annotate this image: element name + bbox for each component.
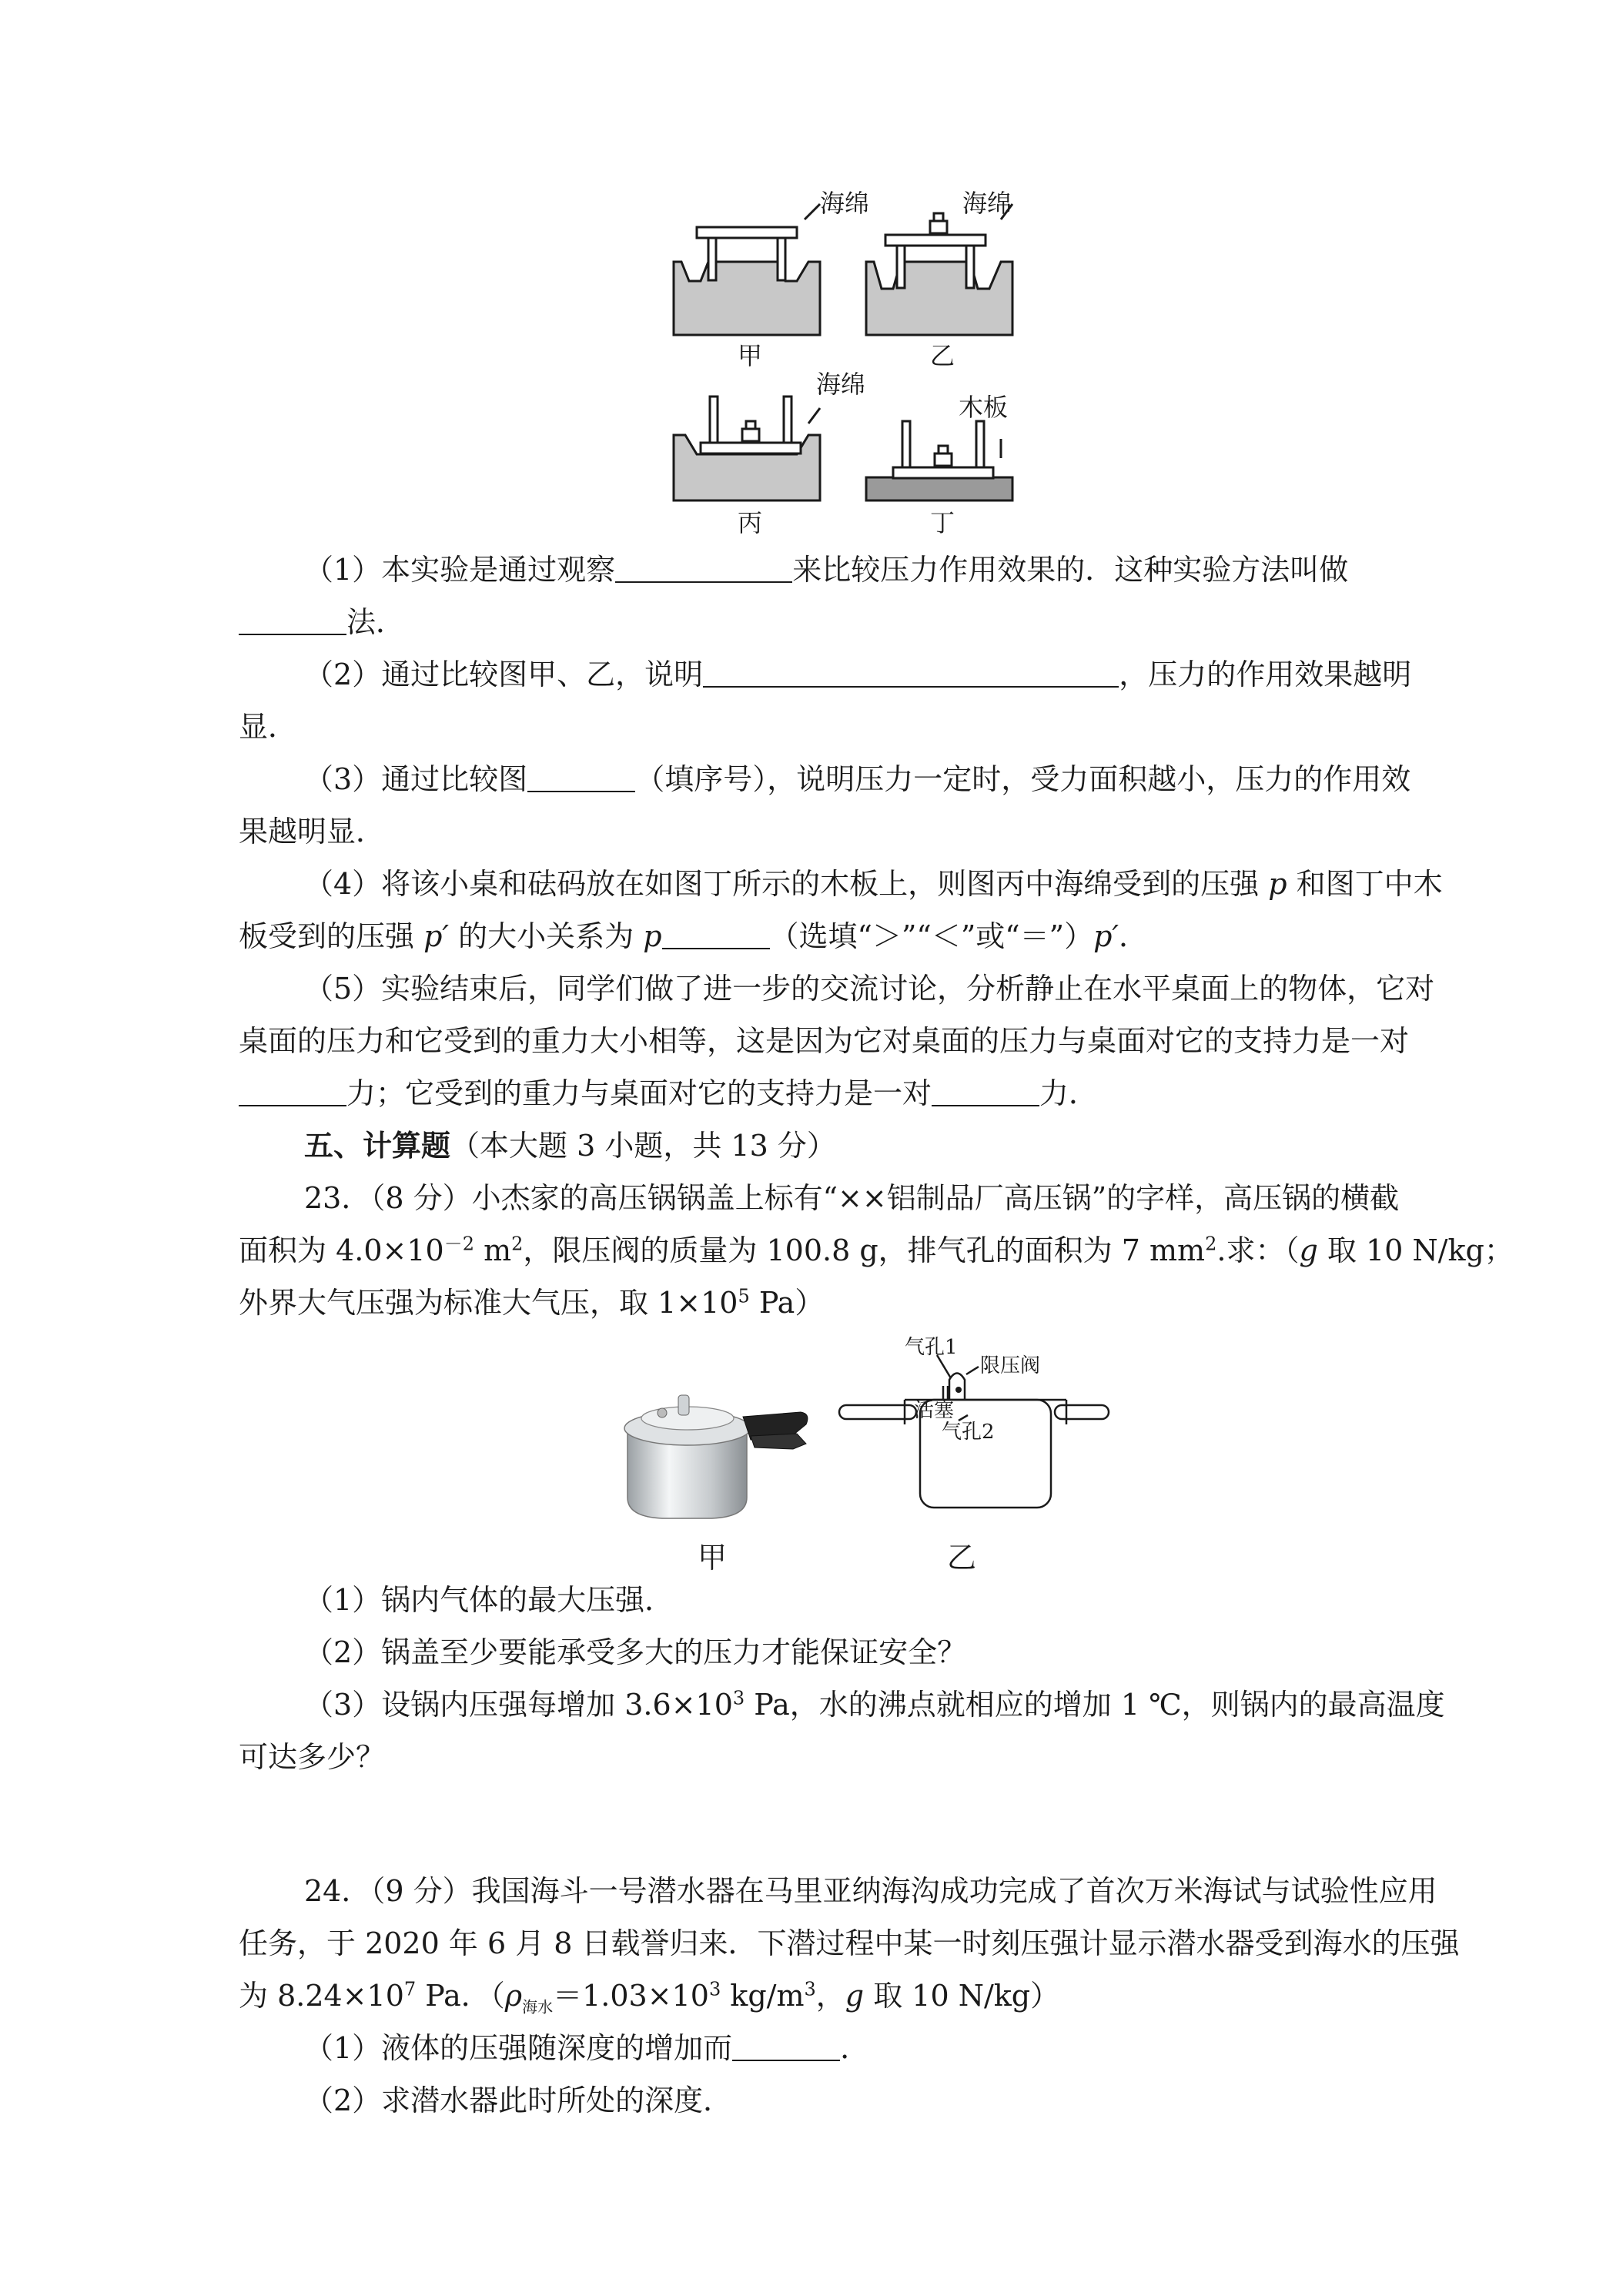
caption-yi: 乙 [930,341,955,370]
answer-blank[interactable] [732,2030,840,2061]
pressure-cooker-photo [604,1355,812,1532]
q24-line1: 24．（9 分）我国海斗一号潜水器在马里亚纳海沟成功完成了首次万米海试与试验性应用 [304,1874,1437,1908]
q23-line3: 外界大气压强为标准大气压，取 $1\times 10^5$ Pa） [239,1285,825,1320]
q24-sub1: （1）液体的压强随深度的增加而 ． [304,2031,870,2065]
q22-item4-line1: （4）将该小桌和砝码放在如图丁所示的木板上，则图丙中海绵受到的压强 p 和图丁中木 [304,867,1443,901]
section-heading: 五、计算题（本大题 3 小题，共 13 分） [304,1128,836,1163]
right-handle [1055,1405,1109,1419]
label-piston: 活塞 [914,1399,955,1422]
q22-item3-line2: 果越明显． [239,815,386,848]
label-hole2: 气孔2 [942,1421,995,1444]
q22-item5-line3: 力；它受到的重力与桌面对它的支持力是一对 力． [239,1072,1397,1115]
caption-jia: 甲 [738,341,763,370]
q23-line1: 23．（8 分）小杰家的高压锅锅盖上标有“××铝制品厂高压锅”的字样，高压锅的横截 [304,1181,1400,1215]
answer-blank[interactable] [239,604,346,635]
label-valve: 限压阀 [980,1354,1041,1377]
answer-blank[interactable] [615,552,792,583]
caption-cooker-b: 乙 [947,1541,977,1575]
q22-item3-line1: （3）通过比较图 （填序号），说明压力一定时，受力面积越小，压力的作用效 [304,762,1411,796]
label-sponge-yi: 海绵 [962,189,1012,218]
table-top-jia [697,227,797,238]
q23-sub2: （2）锅盖至少要能承受多大的压力才能保证安全？ [304,1635,967,1669]
answer-blank[interactable] [239,1076,346,1106]
q22-item4-line2: 板受到的压强 p′ 的大小关系为 p （选填“＞”“＜”或“＝”）p′． [239,919,1149,953]
label-board-ding: 木板 [959,393,1009,422]
q24-line2: 任务，于 2020 年 6 月 8 日载誉归来．下潜过程中某一时刻压强计显示潜水器受到海水的压强 [239,1926,1460,1960]
q23-sub1: （1）锅内气体的最大压强． [304,1583,674,1617]
table-top-yi [885,235,986,246]
q22-item1-line2: 法． [239,601,1397,644]
q22-item5-line1: （5）实验结束后，同学们做了进一步的交流讨论，分析静止在水平桌面上的物体，它对 [304,972,1435,1006]
q23-sub3-line1: （3）设锅内压强每增加 $3.6\times 10^3$ Pa，水的沸点就相应的增加 1 ℃，则锅内的最高温度 [304,1687,1445,1722]
q23-line2: 面积为 $4.0\times 10^{-2}$ $m^2$，限压阀的质量为 100.8 g，排气孔的面积为 7 $mm^2$.求：（g 取 10 N/kg； [239,1233,1514,1267]
q24-line3: 为 $8.24\times 10^7$ Pa．（$\rho_{海水}=1.03\times 10^3$ $kg/m^3$，g 取 10 N/kg） [239,1978,1060,2017]
answer-blank[interactable] [932,1076,1039,1106]
answer-blank[interactable] [662,919,770,949]
valve [949,1374,965,1401]
q22-item2-line1: （2）通过比较图甲、乙，说明 ，压力的作用效果越明 [304,658,1412,691]
q22-item1-line1: （1）本实验是通过观察 来比较压力作用效果的．这种实验方法叫做 [304,553,1349,587]
weight-ding [935,454,952,466]
sponge-yi [866,262,1012,335]
caption-cooker-a: 甲 [698,1541,728,1575]
table-top-ding [893,467,993,478]
table-top-bing [701,443,801,454]
answer-blank[interactable] [703,657,1119,688]
weight-bing [742,429,759,441]
pressure-cooker-diagram [835,1332,1113,1536]
label-sponge-bing: 海绵 [816,370,866,399]
q24-sub2: （2）求潜水器此时所处的深度． [304,2083,733,2117]
sponge-jia [674,262,820,335]
pressure-experiment-figure [662,189,1024,547]
q23-sub3-line2: 可达多少？ [239,1740,386,1774]
caption-bing: 丙 [738,508,763,537]
label-sponge-jia: 海绵 [820,189,870,218]
q22-item5-line2: 桌面的压力和它受到的重力大小相等，这是因为它对桌面的压力与桌面对它的支持力是一对 [239,1024,1410,1058]
answer-blank[interactable] [527,761,635,792]
caption-ding: 丁 [930,508,955,537]
q22-item2-line2: 显． [239,710,298,744]
weight-yi [930,221,947,233]
board-ding [866,477,1012,500]
label-hole1: 气孔1 [905,1336,958,1359]
